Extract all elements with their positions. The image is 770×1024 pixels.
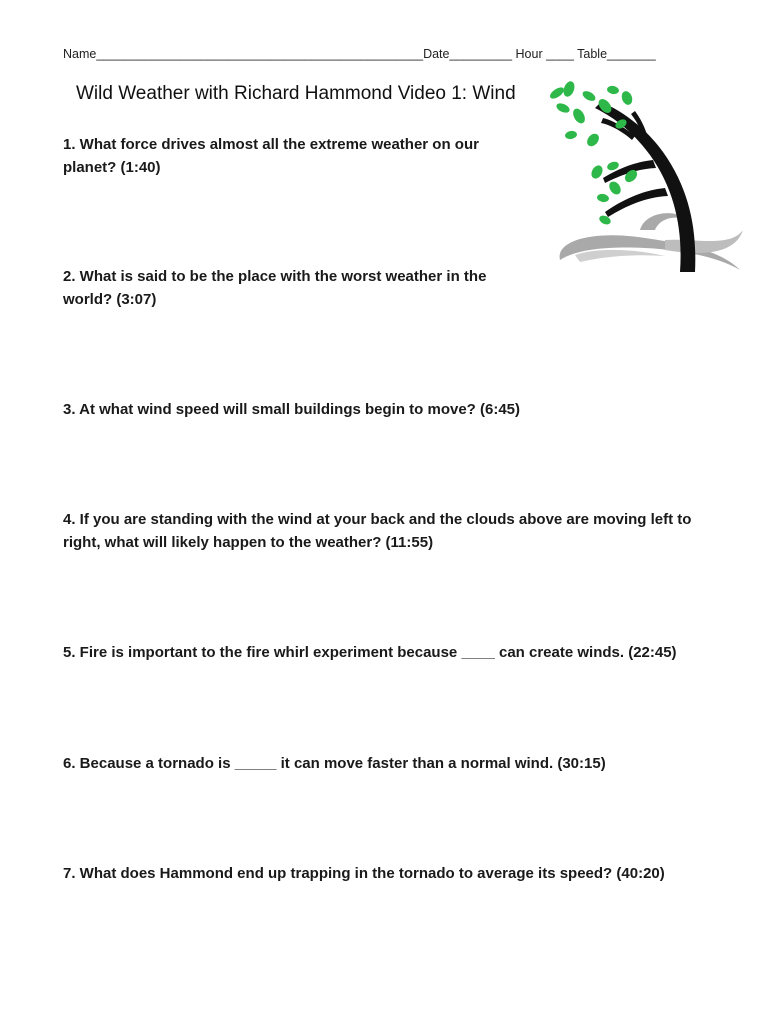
question-2: 2. What is said to be the place with the worst weather in the world? (3:07) (63, 268, 487, 308)
student-info-line: Name_______________________________________________Date_________ Hour ____ Table_______ (63, 47, 656, 61)
windblown-tree-icon (535, 80, 755, 280)
question-7: 7. What does Hammond end up trapping in the tornado to average its speed? (40:20) (63, 865, 665, 882)
worksheet-title: Wild Weather with Richard Hammond Video 1: Wind (76, 83, 516, 104)
question-6: 6. Because a tornado is _____ it can move faster than a normal wind. (30:15) (63, 755, 606, 772)
question-5: 5. Fire is important to the fire whirl experiment because ____ can create winds. (22:45) (63, 644, 677, 661)
question-4: 4. If you are standing with the wind at your back and the clouds above are moving left to right, what will likely happen to the weather? (11:55) (63, 511, 692, 551)
question-1: 1. What force drives almost all the extreme weather on our planet? (1:40) (63, 136, 479, 176)
question-3: 3. At what wind speed will small buildings begin to move? (6:45) (63, 401, 521, 418)
